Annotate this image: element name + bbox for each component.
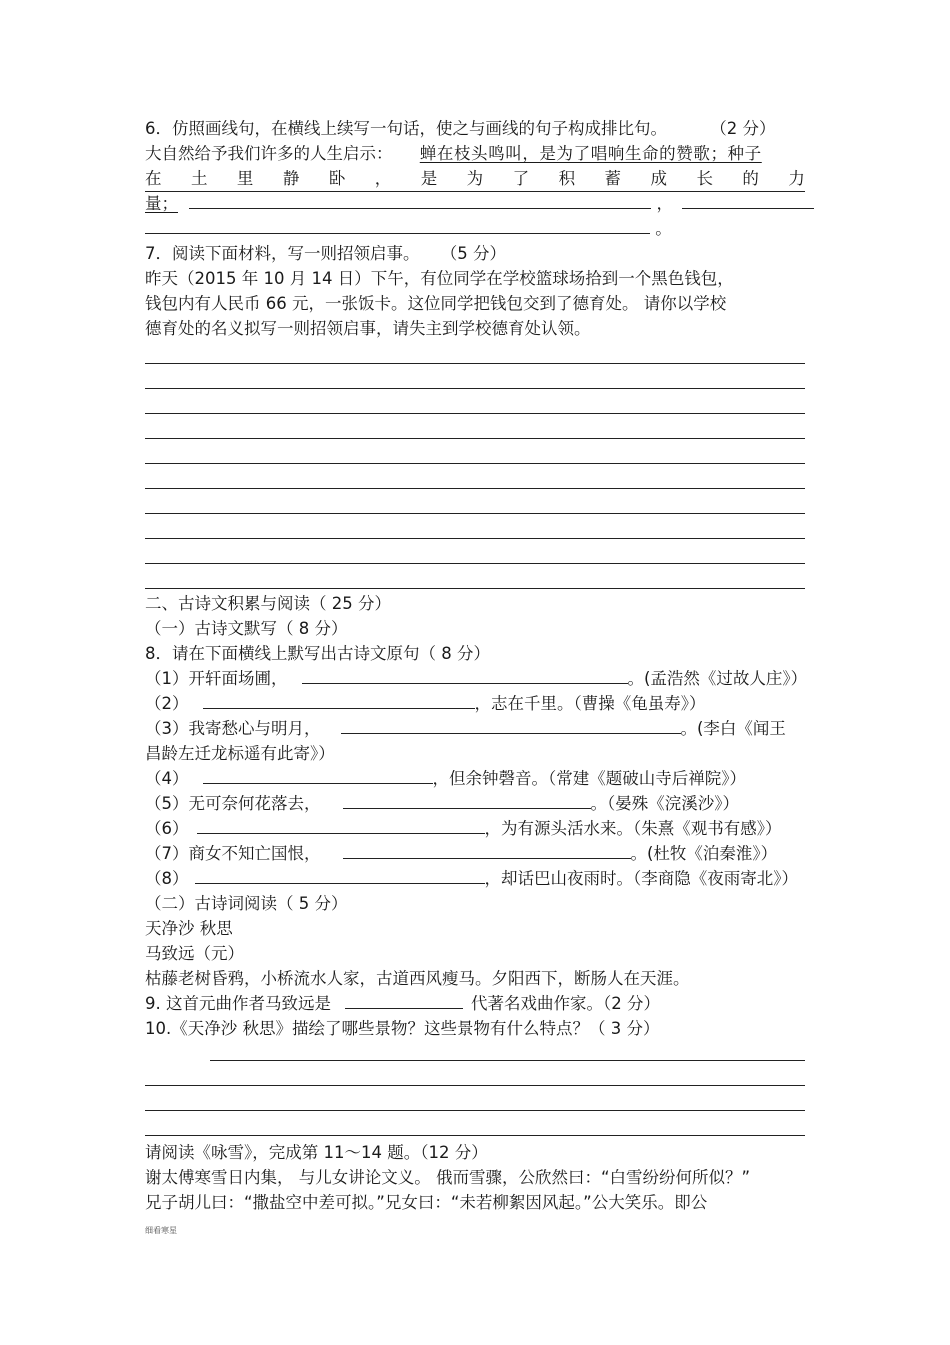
q8-title: 8．请在下面横线上默写出古诗文原句（ 8 分） — [145, 644, 490, 663]
q6-prompt-line — [145, 143, 762, 165]
q8-item-7-pre: （7）商女不知亡国恨， — [145, 844, 321, 863]
q7-writing-line[interactable] — [145, 588, 805, 589]
char: 在 — [145, 169, 162, 188]
q10-writing-line[interactable] — [145, 1110, 805, 1111]
char: 长 — [696, 169, 713, 188]
char: 力 — [788, 169, 805, 188]
q8-item-8-blank[interactable] — [195, 869, 485, 884]
q8-item-6 — [145, 818, 782, 840]
char: 成 — [650, 169, 667, 188]
char: 里 — [236, 169, 254, 188]
char: 积 — [558, 169, 576, 188]
q6-underlined-2 — [145, 168, 805, 192]
section-2-sub-1: （一）古诗文默写（ 8 分） — [145, 619, 348, 638]
q8-item-3-continued: 昌龄左迁龙标遥有此寄》） — [145, 744, 335, 763]
q8-item-4-pre: （4） — [145, 769, 189, 788]
q7-writing-line[interactable] — [145, 563, 805, 564]
q8-item-1 — [145, 668, 807, 690]
q9-blank[interactable] — [345, 994, 463, 1009]
q8-item-3-blank[interactable] — [341, 719, 681, 734]
q9-post: 代著名戏曲作家。（2 分） — [471, 994, 660, 1013]
q6-underlined-1: 蝉在枝头鸣叫，是为了唱响生命的赞歌；种子 — [419, 144, 762, 163]
q8-item-7-blank[interactable] — [343, 844, 631, 859]
q10: 10.《天净沙 秋思》描绘了哪些景物？这些景物有什么特点？（ 3 分） — [145, 1019, 660, 1038]
q8-item-8-post: ，却话巴山夜雨时。（李商隐《夜雨寄北》） — [484, 869, 798, 888]
q6-answer-line-1 — [145, 193, 814, 215]
poem-author: 马致远（元） — [145, 944, 244, 963]
q6-prompt: 大自然给予我们许多的人生启示： — [145, 144, 393, 163]
q6-answer-blank-3[interactable] — [145, 219, 650, 234]
char: 了 — [512, 169, 530, 188]
q8-item-5-post: 。（晏殊《浣溪沙》） — [590, 794, 739, 813]
q8-item-1-blank[interactable] — [302, 669, 628, 684]
q8-item-5-blank[interactable] — [343, 794, 591, 809]
q10-writing-line[interactable] — [145, 1085, 805, 1086]
char: 是 — [420, 169, 438, 188]
q8-item-3-pre: （3）我寄愁心与明月， — [145, 719, 321, 738]
q8-item-6-pre: （6） — [145, 819, 189, 838]
q8-item-8 — [145, 868, 798, 890]
q8-item-4 — [145, 768, 746, 790]
q8-item-2-blank[interactable] — [203, 694, 475, 709]
q8-item-1-pre: （1）开轩面场圃， — [145, 669, 288, 688]
q7-paragraph-2: 钱包内有人民币 66 元，一张饭卡。这位同学把钱包交到了德育处。 请你以学校 — [145, 294, 727, 313]
q6-underlined-3: 量； — [145, 194, 178, 213]
q7-writing-line[interactable] — [145, 438, 805, 439]
q8-item-8-pre: （8） — [145, 869, 189, 888]
char: 卧 — [328, 169, 346, 188]
q6-answer-line-2 — [145, 218, 672, 240]
q7-writing-line[interactable] — [145, 513, 805, 514]
char: 静 — [282, 169, 300, 188]
q7-paragraph-1: 昨天（2015 年 10 月 14 日）下午，有位同学在学校篮球场拾到一个黑色钱包， — [145, 269, 734, 288]
q6-title — [145, 118, 776, 140]
q8-item-7-post: 。(杜牧《泊秦淮》） — [630, 844, 778, 863]
q7-paragraph-3: 德育处的名义拟写一则招领启事，请失主到学校德育处认领。 — [145, 319, 591, 338]
poem-text: 枯藤老树昏鸦，小桥流水人家，古道西风瘦马。夕阳西下，断肠人在天涯。 — [145, 969, 690, 988]
q9-pre: 9. 这首元曲作者马致远是 — [145, 994, 331, 1013]
q8-item-2-pre: （2） — [145, 694, 189, 713]
reading-paragraph-2: 兄子胡儿曰：“撒盐空中差可拟。”兄女曰：“未若柳絮因风起。”公大笑乐。即公 — [145, 1193, 708, 1212]
q6-answer-blank-1[interactable] — [189, 194, 651, 209]
q7-writing-line[interactable] — [145, 413, 805, 414]
char: 为 — [466, 169, 484, 188]
q8-item-4-post: ，但余钟磬音。（常建《题破山寺后禅院》） — [432, 769, 746, 788]
q9 — [145, 993, 660, 1015]
q8-item-6-blank[interactable] — [197, 819, 485, 834]
q8-item-5-pre: （5）无可奈何花落去， — [145, 794, 321, 813]
reading-intro: 请阅读《咏雪》，完成第 11～14 题。（12 分） — [145, 1143, 488, 1162]
char: 蓄 — [604, 169, 622, 188]
q8-item-2 — [145, 693, 706, 715]
q7-title-text: 7．阅读下面材料，写一则招领启事。 — [145, 244, 420, 263]
q8-item-3 — [145, 718, 786, 740]
q7-writing-line[interactable] — [145, 363, 805, 364]
q6-answer-blank-2[interactable] — [682, 194, 814, 209]
poem-title: 天净沙 秋思 — [145, 919, 233, 938]
q7-writing-line[interactable] — [145, 388, 805, 389]
q8-item-4-blank[interactable] — [203, 769, 433, 784]
q7-writing-line[interactable] — [145, 463, 805, 464]
footer-text: 细看寒星 — [145, 1226, 177, 1235]
q7-writing-line[interactable] — [145, 538, 805, 539]
q7-score: （5 分） — [440, 244, 506, 263]
q8-item-3-post: 。(李白《闻王 — [680, 719, 786, 738]
char: 的 — [742, 169, 759, 188]
q8-item-5 — [145, 793, 739, 815]
char: 土 — [190, 169, 208, 188]
q6-score: （2 分） — [710, 119, 776, 138]
char: ， — [374, 169, 392, 188]
q10-writing-line[interactable] — [145, 1135, 805, 1136]
comma: ， — [656, 194, 673, 213]
section-2-sub-2: （二）古诗词阅读（ 5 分） — [145, 894, 348, 913]
q6-title-text: 6．仿照画线句，在横线上续写一句话，使之与画线的句子构成排比句。 — [145, 119, 667, 138]
q7-title — [145, 243, 506, 265]
q8-item-1-post: 。(孟浩然《过故人庄》） — [627, 669, 808, 688]
q8-item-2-post: ，志在千里。（曹操《龟虽寿》） — [474, 694, 706, 713]
reading-paragraph-1: 谢太傅寒雪日内集， 与儿女讲论文义。 俄而雪骤，公欣然曰：“白雪纷纷何所似？” — [145, 1168, 751, 1187]
q10-writing-line[interactable] — [210, 1060, 805, 1061]
q8-item-7 — [145, 843, 777, 865]
q7-writing-line[interactable] — [145, 488, 805, 489]
q8-item-6-post: ，为有源头活水来。（朱熹《观书有感》） — [484, 819, 782, 838]
period: 。 — [655, 219, 672, 238]
section-2-title: 二、古诗文积累与阅读（ 25 分） — [145, 594, 391, 613]
